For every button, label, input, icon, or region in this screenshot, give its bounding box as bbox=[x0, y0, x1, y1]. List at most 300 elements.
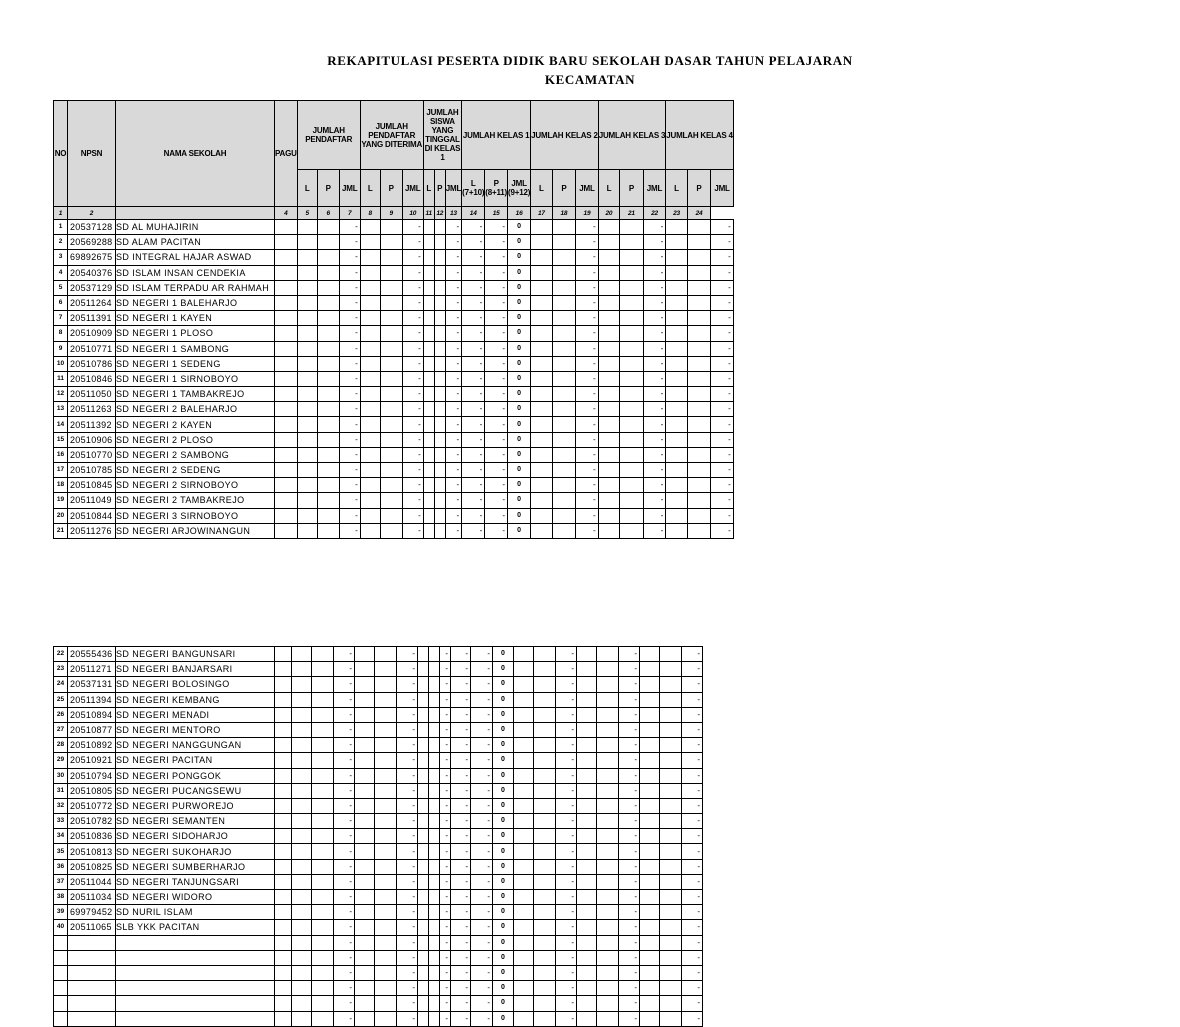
column-index-cell: 15 bbox=[485, 207, 508, 220]
row-value-cell: - bbox=[334, 647, 355, 662]
row-value-cell bbox=[577, 981, 597, 996]
row-value-cell bbox=[380, 235, 402, 250]
row-no: 29 bbox=[54, 753, 68, 768]
row-value-cell bbox=[292, 753, 312, 768]
row-value-cell: 0 bbox=[508, 220, 531, 235]
row-value-cell bbox=[429, 996, 440, 1011]
row-value-cell bbox=[360, 387, 380, 402]
row-npsn: 20510909 bbox=[68, 326, 116, 341]
row-value-cell: - bbox=[485, 387, 508, 402]
row-npsn: 20511271 bbox=[68, 662, 116, 677]
row-value-cell: - bbox=[445, 326, 461, 341]
row-value-cell bbox=[640, 965, 660, 980]
row-value-cell: - bbox=[682, 981, 703, 996]
row-value-cell: - bbox=[485, 493, 508, 508]
row-npsn: 20511065 bbox=[68, 920, 116, 935]
row-value-cell bbox=[434, 402, 445, 417]
row-value-cell bbox=[317, 478, 339, 493]
row-value-cell: - bbox=[451, 874, 471, 889]
row-value-cell bbox=[312, 981, 334, 996]
kelas4-l-header: L bbox=[666, 170, 687, 207]
row-value-cell: - bbox=[471, 1011, 493, 1026]
kelas3-p-header: P bbox=[620, 170, 644, 207]
row-value-cell: - bbox=[451, 677, 471, 692]
row-value-cell bbox=[434, 220, 445, 235]
row-value-cell: - bbox=[334, 829, 355, 844]
row-no bbox=[54, 1011, 68, 1026]
row-value-cell: - bbox=[682, 738, 703, 753]
row-value-cell bbox=[531, 295, 552, 310]
row-value-cell: - bbox=[445, 371, 461, 386]
row-value-cell bbox=[418, 874, 429, 889]
row-pagu bbox=[275, 235, 298, 250]
row-value-cell: - bbox=[334, 692, 355, 707]
row-no: 27 bbox=[54, 722, 68, 737]
table-row bbox=[54, 523, 734, 538]
table-row bbox=[54, 508, 734, 523]
row-value-cell: - bbox=[643, 523, 666, 538]
row-value-cell: - bbox=[445, 463, 461, 478]
row-value-cell bbox=[687, 463, 711, 478]
row-value-cell: - bbox=[339, 311, 360, 326]
row-value-cell bbox=[292, 647, 312, 662]
row-value-cell bbox=[355, 965, 375, 980]
table-row bbox=[54, 814, 703, 829]
row-pagu bbox=[275, 326, 298, 341]
row-value-cell: - bbox=[576, 493, 599, 508]
row-value-cell: - bbox=[471, 814, 493, 829]
row-value-cell: - bbox=[471, 935, 493, 950]
row-value-cell bbox=[292, 768, 312, 783]
row-nama-sekolah: SD NEGERI TANJUNGSARI bbox=[116, 874, 275, 889]
row-value-cell bbox=[514, 647, 534, 662]
row-value-cell bbox=[434, 508, 445, 523]
row-nama-sekolah: SD NEGERI PURWOREJO bbox=[116, 798, 275, 813]
row-value-cell: - bbox=[619, 783, 640, 798]
row-value-cell bbox=[577, 662, 597, 677]
row-value-cell bbox=[312, 859, 334, 874]
row-value-cell bbox=[360, 463, 380, 478]
row-value-cell: - bbox=[445, 523, 461, 538]
row-value-cell bbox=[597, 722, 619, 737]
diterima-jml-header: JML bbox=[402, 170, 423, 207]
row-npsn: 69979452 bbox=[68, 905, 116, 920]
row-value-cell bbox=[312, 920, 334, 935]
table-row bbox=[54, 829, 703, 844]
row-npsn: 20510877 bbox=[68, 722, 116, 737]
row-value-cell bbox=[597, 844, 619, 859]
row-value-cell bbox=[597, 950, 619, 965]
row-value-cell bbox=[292, 890, 312, 905]
row-value-cell: - bbox=[619, 874, 640, 889]
row-value-cell bbox=[666, 523, 687, 538]
row-value-cell bbox=[534, 753, 556, 768]
row-value-cell bbox=[640, 798, 660, 813]
row-value-cell bbox=[355, 981, 375, 996]
row-value-cell: - bbox=[402, 447, 423, 462]
row-value-cell: - bbox=[397, 722, 418, 737]
row-pagu bbox=[275, 692, 292, 707]
row-value-cell bbox=[514, 981, 534, 996]
row-no: 18 bbox=[54, 478, 68, 493]
row-value-cell bbox=[597, 662, 619, 677]
row-value-cell bbox=[423, 387, 434, 402]
row-value-cell: 0 bbox=[493, 829, 514, 844]
table-row bbox=[54, 417, 734, 432]
table-row bbox=[54, 402, 734, 417]
tinggal-l-header: L bbox=[423, 170, 434, 207]
row-value-cell bbox=[640, 677, 660, 692]
row-value-cell bbox=[423, 235, 434, 250]
row-value-cell bbox=[360, 402, 380, 417]
row-value-cell bbox=[640, 707, 660, 722]
row-npsn bbox=[68, 996, 116, 1011]
row-value-cell: - bbox=[619, 768, 640, 783]
row-value-cell bbox=[360, 326, 380, 341]
row-value-cell bbox=[687, 280, 711, 295]
row-value-cell: - bbox=[556, 981, 577, 996]
row-value-cell: - bbox=[682, 859, 703, 874]
kelas4-jml-header: JML bbox=[711, 170, 734, 207]
row-value-cell: - bbox=[440, 798, 451, 813]
row-value-cell bbox=[418, 707, 429, 722]
row-value-cell bbox=[531, 356, 552, 371]
row-value-cell: - bbox=[485, 371, 508, 386]
row-pagu bbox=[275, 783, 292, 798]
row-value-cell bbox=[375, 829, 397, 844]
row-pagu bbox=[275, 508, 298, 523]
row-value-cell bbox=[360, 356, 380, 371]
row-value-cell: - bbox=[485, 508, 508, 523]
row-value-cell bbox=[297, 463, 317, 478]
row-value-cell: - bbox=[471, 647, 493, 662]
row-value-cell bbox=[434, 311, 445, 326]
row-value-cell: - bbox=[339, 280, 360, 295]
row-value-cell bbox=[423, 478, 434, 493]
row-value-cell bbox=[666, 478, 687, 493]
table-row bbox=[54, 890, 703, 905]
row-nama-sekolah: SD NEGERI 1 PLOSO bbox=[116, 326, 275, 341]
row-value-cell bbox=[360, 493, 380, 508]
row-value-cell: - bbox=[471, 692, 493, 707]
row-value-cell bbox=[317, 402, 339, 417]
table-row bbox=[54, 692, 703, 707]
row-value-cell bbox=[597, 920, 619, 935]
row-value-cell bbox=[434, 235, 445, 250]
row-value-cell: - bbox=[334, 662, 355, 677]
row-value-cell bbox=[531, 265, 552, 280]
row-value-cell: - bbox=[445, 387, 461, 402]
row-value-cell bbox=[423, 432, 434, 447]
row-value-cell bbox=[531, 387, 552, 402]
row-value-cell: - bbox=[682, 798, 703, 813]
row-value-cell: 0 bbox=[508, 371, 531, 386]
row-value-cell bbox=[434, 447, 445, 462]
row-value-cell: - bbox=[402, 493, 423, 508]
row-nama-sekolah: SD NEGERI KEMBANG bbox=[116, 692, 275, 707]
row-value-cell: - bbox=[462, 371, 485, 386]
row-value-cell bbox=[297, 493, 317, 508]
row-value-cell bbox=[418, 662, 429, 677]
row-no: 30 bbox=[54, 768, 68, 783]
row-value-cell: - bbox=[440, 677, 451, 692]
row-value-cell bbox=[375, 677, 397, 692]
row-value-cell bbox=[687, 265, 711, 280]
row-value-cell bbox=[597, 738, 619, 753]
row-value-cell bbox=[434, 523, 445, 538]
row-value-cell bbox=[534, 920, 556, 935]
row-value-cell bbox=[423, 326, 434, 341]
row-value-cell bbox=[380, 402, 402, 417]
row-value-cell: - bbox=[619, 738, 640, 753]
row-nama-sekolah: SD NEGERI 2 KAYEN bbox=[116, 417, 275, 432]
row-value-cell: - bbox=[682, 1011, 703, 1026]
row-value-cell bbox=[375, 920, 397, 935]
row-value-cell: - bbox=[462, 493, 485, 508]
row-value-cell bbox=[380, 356, 402, 371]
row-value-cell bbox=[687, 371, 711, 386]
siswa-tinggal-header: JUMLAH SISWA YANG TINGGAL DI KELAS 1 bbox=[423, 101, 461, 170]
row-value-cell bbox=[292, 981, 312, 996]
row-nama-sekolah: SD NEGERI 2 SIRNOBOYO bbox=[116, 478, 275, 493]
row-pagu bbox=[275, 996, 292, 1011]
row-value-cell bbox=[514, 814, 534, 829]
row-value-cell: - bbox=[397, 753, 418, 768]
row-pagu bbox=[275, 981, 292, 996]
row-value-cell: 0 bbox=[508, 341, 531, 356]
row-value-cell bbox=[317, 341, 339, 356]
row-value-cell bbox=[317, 265, 339, 280]
kelas3-header: JUMLAH KELAS 3 bbox=[598, 101, 666, 170]
row-nama-sekolah: SD NEGERI SEMANTEN bbox=[116, 814, 275, 829]
row-no: 35 bbox=[54, 844, 68, 859]
row-value-cell: - bbox=[682, 920, 703, 935]
row-value-cell: - bbox=[339, 447, 360, 462]
row-value-cell bbox=[360, 371, 380, 386]
row-value-cell bbox=[418, 738, 429, 753]
row-value-cell bbox=[429, 647, 440, 662]
kelas2-jml-header: JML bbox=[576, 170, 599, 207]
row-pagu bbox=[275, 722, 292, 737]
row-value-cell: 0 bbox=[493, 996, 514, 1011]
row-no: 1 bbox=[54, 220, 68, 235]
row-value-cell bbox=[429, 814, 440, 829]
row-value-cell bbox=[312, 768, 334, 783]
row-value-cell bbox=[660, 844, 682, 859]
row-value-cell: - bbox=[711, 493, 734, 508]
row-value-cell bbox=[418, 920, 429, 935]
row-value-cell: - bbox=[462, 280, 485, 295]
row-value-cell: - bbox=[451, 707, 471, 722]
row-pagu bbox=[275, 707, 292, 722]
row-value-cell bbox=[423, 463, 434, 478]
row-value-cell bbox=[598, 280, 619, 295]
row-value-cell bbox=[375, 768, 397, 783]
row-value-cell bbox=[552, 447, 576, 462]
row-value-cell: - bbox=[334, 950, 355, 965]
row-value-cell bbox=[375, 647, 397, 662]
row-value-cell bbox=[360, 447, 380, 462]
row-value-cell: - bbox=[711, 447, 734, 462]
row-no: 11 bbox=[54, 371, 68, 386]
row-value-cell bbox=[531, 280, 552, 295]
table-row bbox=[54, 722, 703, 737]
row-value-cell: - bbox=[440, 996, 451, 1011]
tinggal-p-header: P bbox=[434, 170, 445, 207]
row-pagu bbox=[275, 402, 298, 417]
row-value-cell bbox=[292, 722, 312, 737]
table-row bbox=[54, 447, 734, 462]
row-pagu bbox=[275, 768, 292, 783]
row-value-cell: - bbox=[576, 402, 599, 417]
row-value-cell bbox=[666, 250, 687, 265]
row-value-cell: - bbox=[643, 295, 666, 310]
row-value-cell bbox=[687, 341, 711, 356]
row-value-cell: - bbox=[471, 753, 493, 768]
row-value-cell bbox=[434, 493, 445, 508]
row-value-cell: 0 bbox=[493, 753, 514, 768]
row-npsn: 20510906 bbox=[68, 432, 116, 447]
row-value-cell: - bbox=[462, 295, 485, 310]
row-value-cell: - bbox=[576, 250, 599, 265]
row-nama-sekolah: SD NEGERI MENADI bbox=[116, 707, 275, 722]
row-value-cell: - bbox=[402, 371, 423, 386]
row-value-cell bbox=[375, 874, 397, 889]
row-no: 19 bbox=[54, 493, 68, 508]
column-index-row bbox=[54, 207, 734, 220]
row-value-cell: - bbox=[451, 920, 471, 935]
row-value-cell bbox=[312, 890, 334, 905]
row-value-cell: - bbox=[619, 647, 640, 662]
row-value-cell: - bbox=[440, 707, 451, 722]
row-value-cell: - bbox=[339, 356, 360, 371]
row-value-cell: 0 bbox=[493, 859, 514, 874]
row-value-cell bbox=[317, 326, 339, 341]
row-value-cell bbox=[317, 250, 339, 265]
row-pagu bbox=[275, 950, 292, 965]
row-npsn: 69892675 bbox=[68, 250, 116, 265]
row-value-cell: 0 bbox=[493, 965, 514, 980]
row-no: 15 bbox=[54, 432, 68, 447]
row-value-cell: - bbox=[682, 707, 703, 722]
row-value-cell bbox=[380, 417, 402, 432]
row-value-cell bbox=[317, 311, 339, 326]
row-nama-sekolah: SD ISLAM TERPADU AR RAHMAH bbox=[116, 280, 275, 295]
row-nama-sekolah: SD NEGERI 1 KAYEN bbox=[116, 311, 275, 326]
kelas3-l-header: L bbox=[598, 170, 619, 207]
row-value-cell: - bbox=[402, 235, 423, 250]
row-value-cell: - bbox=[556, 890, 577, 905]
row-value-cell: - bbox=[339, 402, 360, 417]
row-value-cell: - bbox=[711, 326, 734, 341]
row-value-cell bbox=[534, 677, 556, 692]
row-value-cell bbox=[640, 935, 660, 950]
pendaftar-p-header: P bbox=[317, 170, 339, 207]
kelas4-p-header: P bbox=[687, 170, 711, 207]
row-value-cell bbox=[552, 508, 576, 523]
row-value-cell bbox=[597, 768, 619, 783]
row-value-cell: 0 bbox=[508, 280, 531, 295]
row-value-cell: - bbox=[334, 798, 355, 813]
row-value-cell bbox=[429, 950, 440, 965]
column-index-cell: 11 bbox=[423, 207, 434, 220]
row-value-cell: - bbox=[397, 814, 418, 829]
row-value-cell: - bbox=[619, 965, 640, 980]
row-value-cell bbox=[598, 295, 619, 310]
row-no: 17 bbox=[54, 463, 68, 478]
row-value-cell: - bbox=[334, 859, 355, 874]
row-value-cell: - bbox=[485, 311, 508, 326]
row-value-cell bbox=[640, 738, 660, 753]
row-value-cell: - bbox=[462, 447, 485, 462]
row-value-cell: - bbox=[402, 432, 423, 447]
row-value-cell bbox=[423, 280, 434, 295]
row-value-cell: - bbox=[682, 753, 703, 768]
row-value-cell bbox=[552, 250, 576, 265]
row-value-cell bbox=[597, 783, 619, 798]
row-value-cell: - bbox=[711, 250, 734, 265]
row-value-cell bbox=[552, 523, 576, 538]
row-value-cell: 0 bbox=[493, 920, 514, 935]
row-value-cell: 0 bbox=[508, 235, 531, 250]
row-value-cell: - bbox=[402, 326, 423, 341]
row-value-cell: - bbox=[485, 463, 508, 478]
row-value-cell: - bbox=[711, 478, 734, 493]
row-value-cell bbox=[660, 738, 682, 753]
row-value-cell bbox=[297, 402, 317, 417]
row-value-cell bbox=[360, 417, 380, 432]
row-value-cell bbox=[577, 707, 597, 722]
row-value-cell bbox=[666, 265, 687, 280]
row-value-cell bbox=[292, 783, 312, 798]
row-value-cell: - bbox=[471, 920, 493, 935]
row-value-cell bbox=[297, 220, 317, 235]
row-value-cell bbox=[434, 387, 445, 402]
row-value-cell: - bbox=[711, 265, 734, 280]
row-value-cell: - bbox=[485, 265, 508, 280]
row-no: 32 bbox=[54, 798, 68, 813]
row-value-cell bbox=[666, 493, 687, 508]
row-value-cell: - bbox=[711, 523, 734, 538]
row-value-cell bbox=[552, 387, 576, 402]
row-value-cell bbox=[434, 478, 445, 493]
row-value-cell: - bbox=[462, 265, 485, 280]
row-pagu bbox=[275, 295, 298, 310]
row-value-cell: - bbox=[643, 280, 666, 295]
row-value-cell bbox=[577, 814, 597, 829]
row-value-cell: - bbox=[682, 783, 703, 798]
col-nama-sekolah-header: NAMA SEKOLAH bbox=[116, 101, 275, 207]
row-npsn: 20511264 bbox=[68, 295, 116, 310]
row-value-cell: - bbox=[576, 311, 599, 326]
row-value-cell: - bbox=[643, 220, 666, 235]
row-value-cell bbox=[687, 295, 711, 310]
column-index-cell: 8 bbox=[360, 207, 380, 220]
row-value-cell: - bbox=[451, 829, 471, 844]
row-value-cell: - bbox=[334, 965, 355, 980]
row-value-cell: - bbox=[440, 814, 451, 829]
row-value-cell bbox=[355, 905, 375, 920]
row-value-cell: - bbox=[397, 874, 418, 889]
row-value-cell: - bbox=[445, 265, 461, 280]
row-value-cell bbox=[666, 463, 687, 478]
row-value-cell: - bbox=[576, 295, 599, 310]
row-value-cell: - bbox=[334, 874, 355, 889]
row-value-cell: - bbox=[471, 950, 493, 965]
row-value-cell: - bbox=[576, 265, 599, 280]
row-nama-sekolah: SD NEGERI 2 BALEHARJO bbox=[116, 402, 275, 417]
pendaftar-jml-header: JML bbox=[339, 170, 360, 207]
